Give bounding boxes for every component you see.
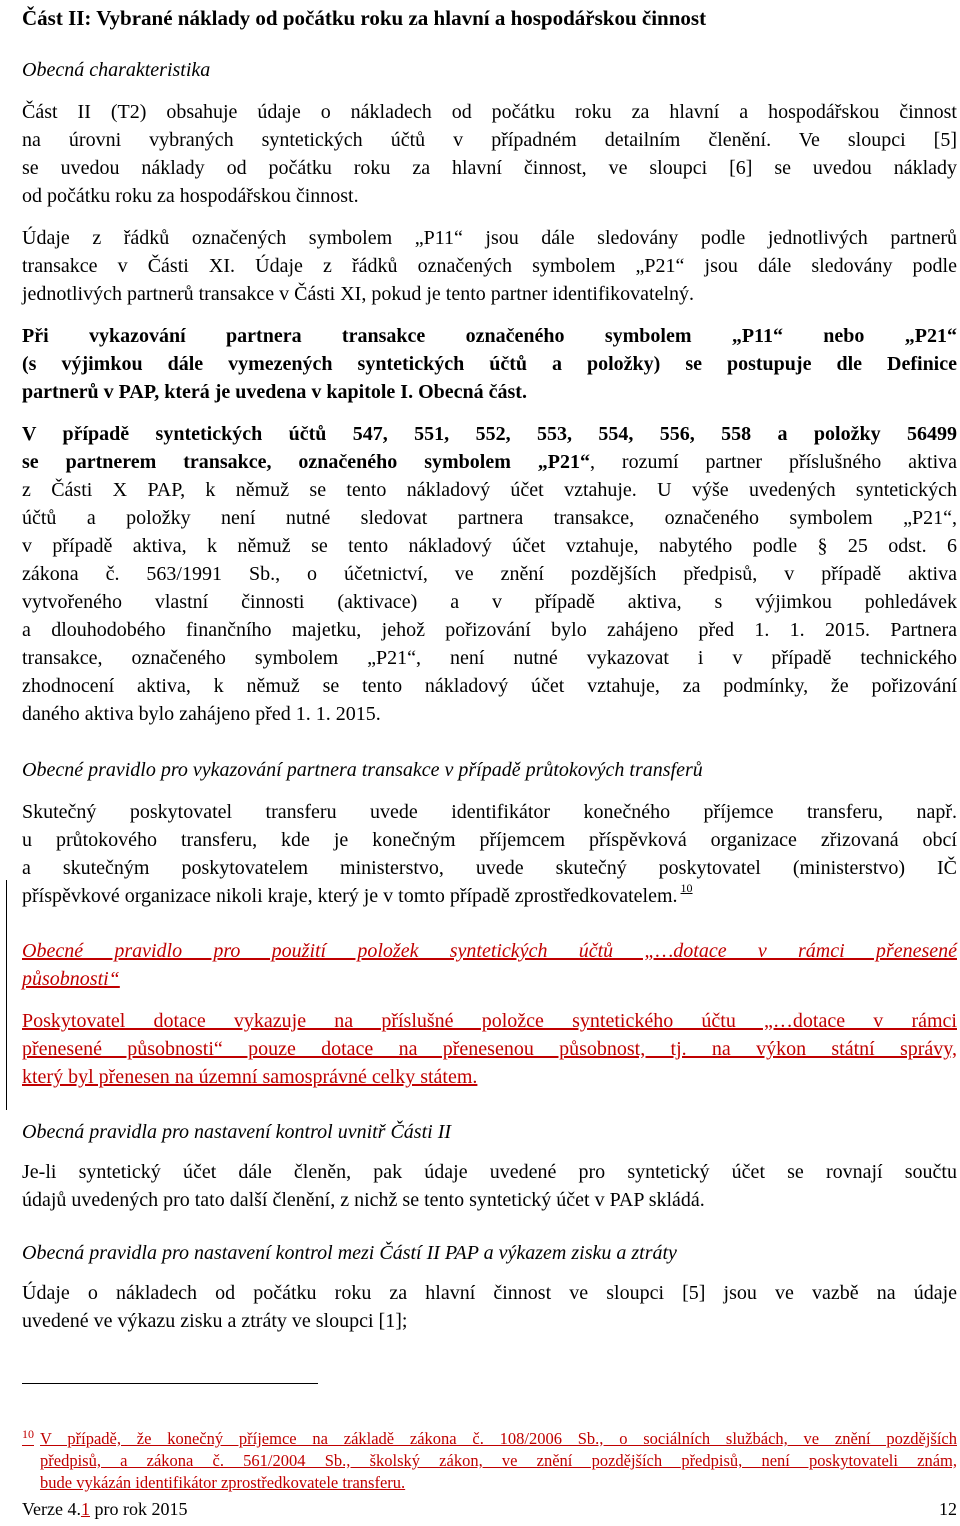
accounts-line: zákona č. 563/1991 Sb., o účetnictví, ve znění pozdějších předpisů, v případě aktiva bbox=[22, 563, 957, 585]
mezi-line: Údaje o nákladech od počátku roku za hlavní činnost ve sloupci [5] jsou ve vazbě na údaje bbox=[22, 1282, 957, 1304]
accounts-line: V případě syntetických účtů 547, 551, 552, 553, 554, 556, 558 a položky 56499 bbox=[22, 423, 957, 445]
accounts-line bbox=[22, 448, 957, 476]
intro-line: se uvedou náklady od počátku roku za hlavní činnost, ve sloupci [6] se uvedou náklady bbox=[22, 157, 957, 179]
red-rule-line: který byl přenesen na územní samosprávné celky státem. bbox=[22, 1066, 478, 1088]
footnote-separator bbox=[22, 1383, 318, 1384]
red-rule-line: Poskytovatel dotace vykazuje na příslušné položce syntetického účtu „…dotace v rámci bbox=[22, 1010, 957, 1032]
version-suffix: pro rok 2015 bbox=[89, 1499, 188, 1519]
page-footer bbox=[22, 1497, 957, 1521]
transfer-line bbox=[22, 882, 957, 910]
red-heading-line: působnosti“ bbox=[22, 968, 120, 990]
transfer-line: a skutečným poskytovatelem ministerstvo, uvede skutečný poskytovatel (ministerstvo) IČ bbox=[22, 857, 957, 879]
intro-line: na úrovni vybraných syntetických účtů v případném detailním členění. Ve sloupci [5] bbox=[22, 129, 957, 151]
intro-line: Část II (T2) obsahuje údaje o nákladech od počátku roku za hlavní a hospodářskou činnost bbox=[22, 101, 957, 123]
accounts-line: transakce, označeného symbolem „P21“, není nutné vykazovat i v případě technického bbox=[22, 647, 957, 669]
accounts-rest-part: , rozumí partner příslušného aktiva bbox=[590, 451, 957, 473]
accounts-line: v případě aktiva, k němuž se tento nákladový účet vztahuje, nabytého podle § 25 odst. 6 bbox=[22, 535, 957, 557]
kontrol-line: údajů uvedených pro tato další členění, z nichž se tento syntetický účet v PAP skládá. bbox=[22, 1189, 705, 1211]
footnote-line: předpisů, a zákona č. 561/2004 Sb., školský zákon, ve znění pozdějších předpisů, není poskytovateli znám, bbox=[40, 1451, 957, 1470]
accounts-line: zhodnocení aktiva, k němuž se tento nákladový účet vztahuje, za podmínky, že pořizování bbox=[22, 675, 957, 697]
p11-line: Údaje z řádků označených symbolem „P11“ jsou dále sledovány podle jednotlivých partnerů bbox=[22, 227, 957, 249]
accounts-line: z Části X PAP, k němuž se tento nákladový účet vztahuje. U výše uvedených syntetických bbox=[22, 479, 957, 501]
bold-rule-line: (s výjimkou dále vymezených syntetických účtů a položky) se postupuje dle Definice bbox=[22, 353, 957, 375]
intro-line: od počátku roku za hospodářskou činnost. bbox=[22, 185, 359, 207]
red-rule-line: přenesené působnosti“ pouze dotace na přenesenou působnost, tj. na výkon státní správy, bbox=[22, 1038, 957, 1060]
footnote-number: 10 bbox=[22, 1427, 34, 1441]
section-heading-mezi: Obecná pravidla pro nastavení kontrol mezi Částí II PAP a výkazem zisku a ztráty bbox=[22, 1242, 677, 1264]
page-number: 12 bbox=[939, 1499, 957, 1519]
accounts-line: účtů a položky není nutné sledovat partnera transakce, označeného symbolem „P21“, bbox=[22, 507, 957, 529]
red-heading-line: Obecné pravidlo pro použití položek syntetických účtů „…dotace v rámci přenesené bbox=[22, 940, 957, 962]
footnote-reference[interactable]: 10 bbox=[680, 881, 693, 895]
accounts-line: vytvořeného vlastní činnosti (aktivace) a v případě aktiva, s výjimkou pohledávek bbox=[22, 591, 957, 613]
bold-rule-line: partnerů v PAP, která je uvedena v kapitole I. Obecná část. bbox=[22, 381, 527, 403]
revision-change-bar bbox=[6, 880, 7, 1110]
kontrol-line: Je-li syntetický účet dále členěn, pak údaje uvedené pro syntetický účet se rovnají součtu bbox=[22, 1161, 957, 1183]
accounts-bold-part: se partnerem transakce, označeného symbolem „P21“ bbox=[22, 451, 590, 473]
transfer-last-text: příspěvkové organizace nikoli kraje, který je v tomto případě zprostředkovatelem. bbox=[22, 885, 678, 907]
section-heading-transfer: Obecné pravidlo pro vykazování partnera transakce v případě průtokových transferů bbox=[22, 759, 703, 781]
accounts-line: daného aktiva bylo zahájeno před 1. 1. 2015. bbox=[22, 703, 381, 725]
version-revision-mark: 1 bbox=[80, 1499, 90, 1519]
transfer-line: u průtokového transferu, kde je konečným příjemcem příspěvková organizace zřizovaná obcí bbox=[22, 829, 957, 851]
version-prefix: Verze 4. bbox=[22, 1499, 81, 1519]
accounts-line: a dlouhodobého finančního majetku, jehož pořizování bylo zahájeno před 1. 1. 2015. Partnera bbox=[22, 619, 957, 641]
p11-line: jednotlivých partnerů transakce v Části XI, pokud je tento partner identifikovatelný. bbox=[22, 283, 695, 305]
section-heading-obecna: Obecná charakteristika bbox=[22, 59, 211, 81]
bold-rule-line: Při vykazování partnera transakce označeného symbolem „P11“ nebo „P21“ bbox=[22, 325, 957, 347]
footnote-line: V případě, že konečný příjemce na základě zákona č. 108/2006 Sb., o sociálních službách, ve znění pozdějších bbox=[40, 1429, 957, 1448]
section-heading-kontrol: Obecná pravidla pro nastavení kontrol uvnitř Části II bbox=[22, 1121, 452, 1143]
footnote-line: bude vykázán identifikátor zprostředkovatele transferu. bbox=[40, 1473, 406, 1492]
mezi-line: uvedené ve výkazu zisku a ztráty ve sloupci [1]; bbox=[22, 1310, 408, 1332]
p11-line: transakce v Části XI. Údaje z řádků označených symbolem „P21“ jsou dále sledovány podle bbox=[22, 255, 957, 277]
transfer-line: Skutečný poskytovatel transferu uvede identifikátor konečného příjemce transferu, např. bbox=[22, 801, 957, 823]
page-title: Část II: Vybrané náklady od počátku roku za hlavní a hospodářskou činnost bbox=[22, 6, 707, 30]
